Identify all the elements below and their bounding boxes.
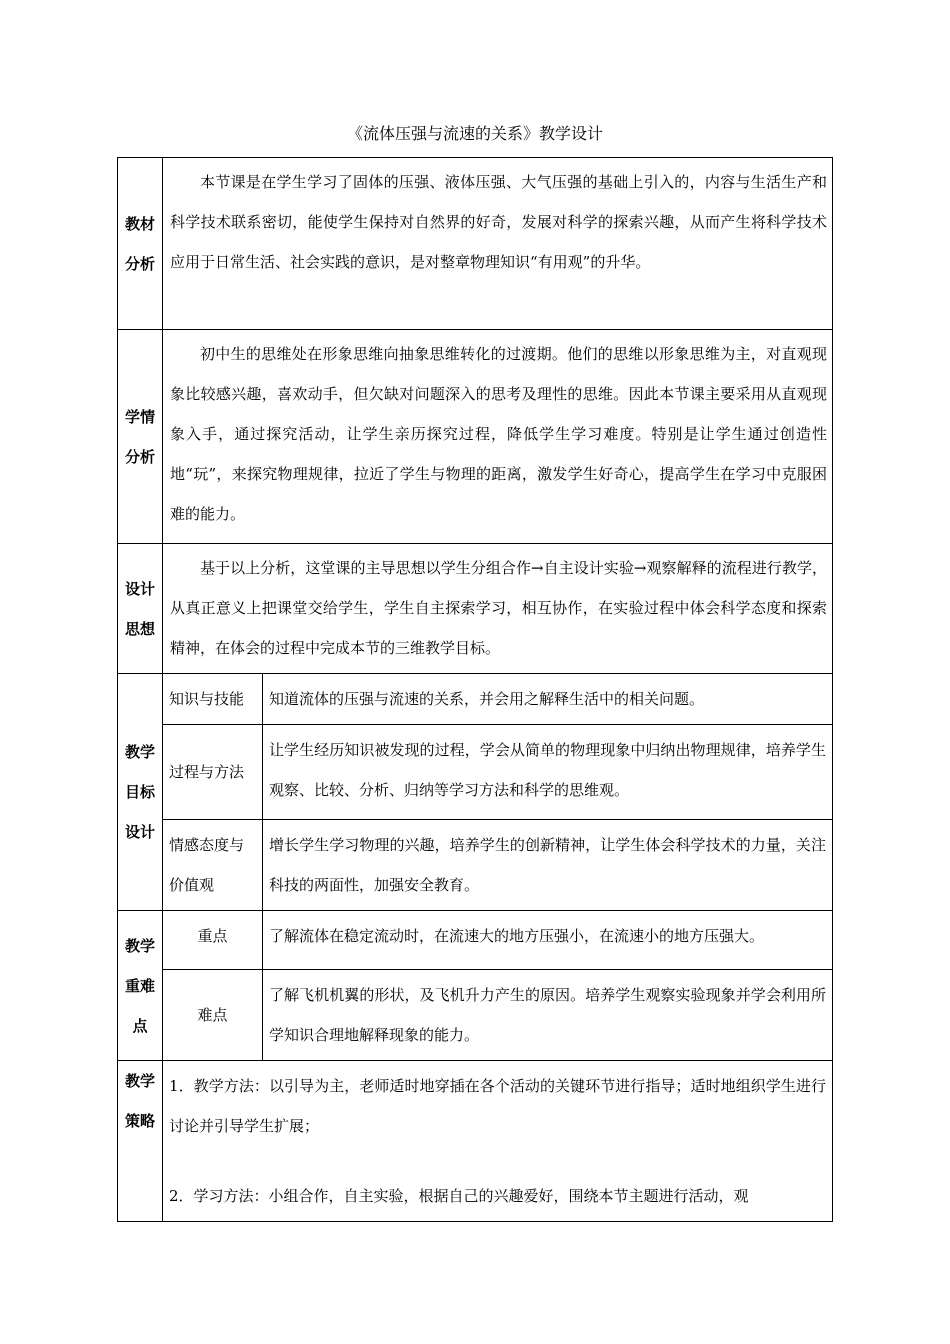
row-goal-knowledge bbox=[118, 674, 833, 725]
label-key-difficult-points bbox=[118, 911, 163, 1061]
label-line: 设计 bbox=[124, 579, 155, 598]
design-idea-text: 基于以上分析，这堂课的主导思想以学生分组合作→自主设计实验→观察解释的流程进行教学，从真正意义上把课堂交给学生，学生自主探索学习，相互协作，在实验过程中体会科学态度和探索精神，在体会的过程中完成本节的三维教学目标。 bbox=[163, 544, 833, 674]
student-analysis-text: 初中生的思维处在形象思维向抽象思维转化的过渡期。他们的思维以形象思维为主，对直观现象比较感兴趣，喜欢动手，但欠缺对问题深入的思考及理性的思维。因此本节课主要采用从直观现象入手，通过探究活动，让学生亲历探究过程，降低学生学习难度。特别是让学生通过创造性地“玩”，来探究物理规律，拉近了学生与物理的距离，激发学生好奇心，提高学生在学习中克服困难的能力。 bbox=[163, 330, 833, 544]
teaching-strategy-content bbox=[163, 1061, 833, 1222]
document-title: 《流体压强与流速的关系》教学设计 bbox=[346, 124, 603, 143]
label-line: 学情 bbox=[124, 407, 155, 426]
label-student-analysis bbox=[118, 330, 163, 544]
key-point-label: 重点 bbox=[163, 911, 263, 970]
strategy-item-learning-method: 2．学习方法：小组合作，自主实验，根据自己的兴趣爱好，围绕本节主题进行活动，观 bbox=[169, 1187, 749, 1205]
row-difficult-point bbox=[118, 970, 833, 1061]
label-line: 分析 bbox=[124, 447, 155, 466]
goal-knowledge-text: 知道流体的压强与流速的关系，并会用之解释生活中的相关问题。 bbox=[263, 674, 833, 725]
goal-emotion-text: 增长学生学习物理的兴趣，培养学生的创新精神，让学生体会科学技术的力量，关注科技的两面性，加强安全教育。 bbox=[263, 820, 833, 911]
difficult-point-text: 了解飞机机翼的形状，及飞机升力产生的原因。培养学生观察实验现象并学会利用所学知识合理地解释现象的能力。 bbox=[263, 970, 833, 1061]
label-design-idea bbox=[118, 544, 163, 674]
label-line: 点 bbox=[132, 1016, 148, 1035]
row-material-analysis bbox=[118, 158, 833, 330]
row-teaching-strategy bbox=[118, 1061, 833, 1222]
row-key-point bbox=[118, 911, 833, 970]
material-analysis-text: 本节课是在学生学习了固体的压强、液体压强、大气压强的基础上引入的，内容与生活生产和科学技术联系密切，能使学生保持对自然界的好奇，发展对科学的探索兴趣，从而产生将科学技术应用于日常生活、社会实践的意识，是对整章物理知识“有用观”的升华。 bbox=[163, 158, 833, 330]
label-line: 教材 bbox=[124, 214, 155, 233]
row-student-analysis bbox=[118, 330, 833, 544]
key-point-text: 了解流体在稳定流动时，在流速大的地方压强小，在流速小的地方压强大。 bbox=[263, 911, 833, 970]
row-goal-process bbox=[118, 725, 833, 820]
label-line: 目标 bbox=[124, 783, 155, 801]
label-line: 策略 bbox=[124, 1112, 155, 1130]
goal-knowledge-label: 知识与技能 bbox=[163, 674, 263, 725]
label-line: 重难 bbox=[124, 976, 155, 995]
label-line: 分析 bbox=[124, 254, 155, 273]
label-material-analysis bbox=[118, 158, 163, 330]
lesson-plan-table bbox=[117, 157, 833, 1222]
label-line: 思想 bbox=[124, 619, 155, 638]
label-line: 设计 bbox=[124, 823, 155, 841]
label-line: 教学 bbox=[124, 936, 155, 955]
goal-process-label: 过程与方法 bbox=[163, 725, 263, 820]
label-teaching-strategy bbox=[118, 1061, 163, 1222]
strategy-item-teaching-method: 1．教学方法：以引导为主，老师适时地穿插在各个活动的关键环节进行指导；适时地组织学生进行讨论并引导学生扩展； bbox=[169, 1077, 826, 1135]
label-line: 教学 bbox=[124, 743, 155, 761]
label-line: 教学 bbox=[124, 1072, 155, 1090]
row-goal-emotion bbox=[118, 820, 833, 911]
label-teaching-goals bbox=[118, 674, 163, 911]
row-design-idea bbox=[118, 544, 833, 674]
goal-emotion-label: 情感态度与价值观 bbox=[163, 820, 263, 911]
difficult-point-label: 难点 bbox=[163, 970, 263, 1061]
goal-process-text: 让学生经历知识被发现的过程，学会从简单的物理现象中归纳出物理规律，培养学生观察、比较、分析、归纳等学习方法和科学的思维观。 bbox=[263, 725, 833, 820]
strategy-spacer bbox=[169, 1146, 826, 1176]
